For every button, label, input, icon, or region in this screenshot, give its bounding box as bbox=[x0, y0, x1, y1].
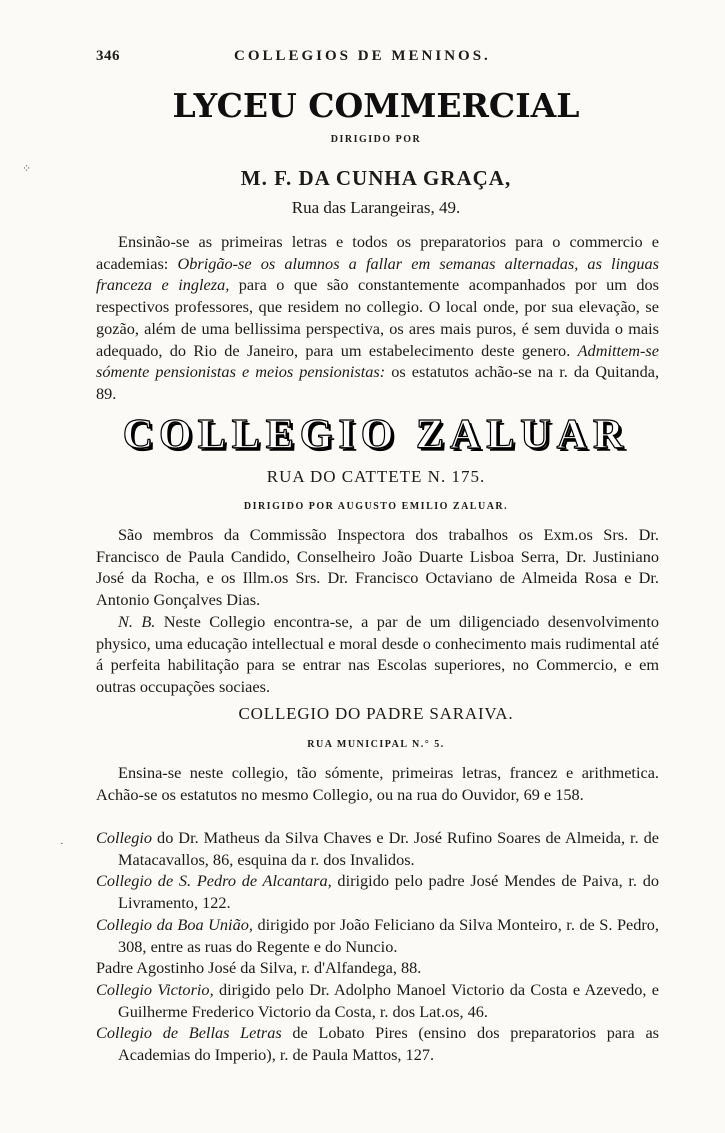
list-item: Collegio do Dr. Matheus da Silva Chaves e Dr. José Rufino Soares de Almeida, r. de Matacavallos, 86, esquina da r. dos Invalidos. bbox=[96, 828, 659, 869]
lyceu-text-4: Admittem-se sómente pensionistas e meios pensionistas: bbox=[96, 340, 659, 382]
running-head bbox=[96, 48, 636, 70]
lyceu-description bbox=[96, 231, 659, 405]
lyceu-director: M. F. DA CUNHA GRAÇA, bbox=[240, 166, 512, 190]
running-title: COLLEGIOS DE MENINOS. bbox=[234, 48, 491, 64]
margin-mark-icon: ⁘ bbox=[22, 163, 32, 175]
page-number: 346 bbox=[96, 48, 120, 64]
lyceu-text-3: para o que são constantemente acompanhados por um dos respectivos professores, que residem no collegio. O local onde, por sua elevação, se gozão, além de uma bellissima perspectiva, os ares mais puros, é sem duvida o mais adequado, do Rio de Janeiro, para um estabelecimento deste genero. bbox=[96, 275, 659, 360]
list-item: Padre Agostinho José da Silva, r. d'Alfandega, 88. bbox=[96, 958, 422, 978]
lyceu-address: Rua das Larangeiras, 49. bbox=[291, 198, 461, 217]
list-item: Collegio de Bellas Letras de Lobato Pires (ensino dos preparatorios para as Academias do Imperio), r. de Paula Mattos, 127. bbox=[96, 1023, 660, 1065]
lyceu-title: LYCEU COMMERCIAL bbox=[172, 86, 580, 125]
zaluar-description bbox=[96, 524, 659, 698]
list-item: Collegio Victorio, dirigido pelo Dr. Adolpho Manoel Victorio da Costa e Azevedo, e Guilherme Frederico Victorio da Costa, r. dos Lat.os, 46. bbox=[96, 979, 659, 1021]
margin-mark-icon: · bbox=[60, 838, 64, 850]
colleges-list bbox=[96, 827, 659, 1066]
lyceu-text-5: os estatutos achão-se na r. da Quitanda, 89. bbox=[96, 362, 660, 403]
saraiva-address: RUA MUNICIPAL N.° 5. bbox=[307, 739, 445, 750]
saraiva-title: COLLEGIO DO PADRE SARAIVA. bbox=[238, 704, 514, 723]
saraiva-description bbox=[96, 762, 659, 805]
zaluar-nb-label: N. B. bbox=[118, 611, 156, 631]
zaluar-nb-text: Neste Collegio encontra-se, a par de um diligenciado desenvolvimento physico, uma educação intellectual e moral desde o conhecimento mais rudimental até á perfeita habilitação para se entrar nas Escolas superiores, no Commercio, e em outras occupações sociaes. bbox=[96, 611, 659, 696]
lyceu-directed-by: DIRIGIDO POR bbox=[330, 134, 422, 145]
zaluar-directed-by: DIRIGIDO POR AUGUSTO EMILIO ZALUAR. bbox=[243, 501, 509, 512]
lyceu-text-2: Obrigão-se os alumnos a fallar em semanas alternadas, as linguas franceza e ingleza, bbox=[96, 253, 659, 295]
zaluar-commission-text: São membros da Commissão Inspectora dos trabalhos os Exm.os Srs. Dr. Francisco de Paula Candido, Conselheiro João Duarte Lisboa Serra, Dr. Justiniano José da Rocha, e os Illm.os Srs. Dr. Francisco Octaviano de Almeida Rosa e Dr. Antonio Gonçalves Dias. bbox=[96, 525, 659, 610]
saraiva-text: Ensina-se neste collegio, tão sómente, primeiras letras, francez e arithmetica. Achão-se os estatutos no mesmo Collegio, ou na rua do Ouvidor, 69 e 158. bbox=[96, 763, 659, 804]
lyceu-text-1: Ensinão-se as primeiras letras e todos os preparatorios para o commercio e academias: bbox=[96, 232, 659, 273]
zaluar-address: RUA DO CATTETE N. 175. bbox=[266, 467, 486, 486]
zaluar-title: COLLEGIO ZALUAR bbox=[122, 412, 630, 458]
list-item: Collegio de S. Pedro de Alcantara, dirigido pelo padre José Mendes de Paiva, r. do Livramento, 122. bbox=[96, 871, 659, 913]
list-item: Collegio da Boa União, dirigido por João Feliciano da Silva Monteiro, r. de S. Pedro, 308, entre as ruas do Regente e do Nuncio. bbox=[96, 914, 659, 956]
